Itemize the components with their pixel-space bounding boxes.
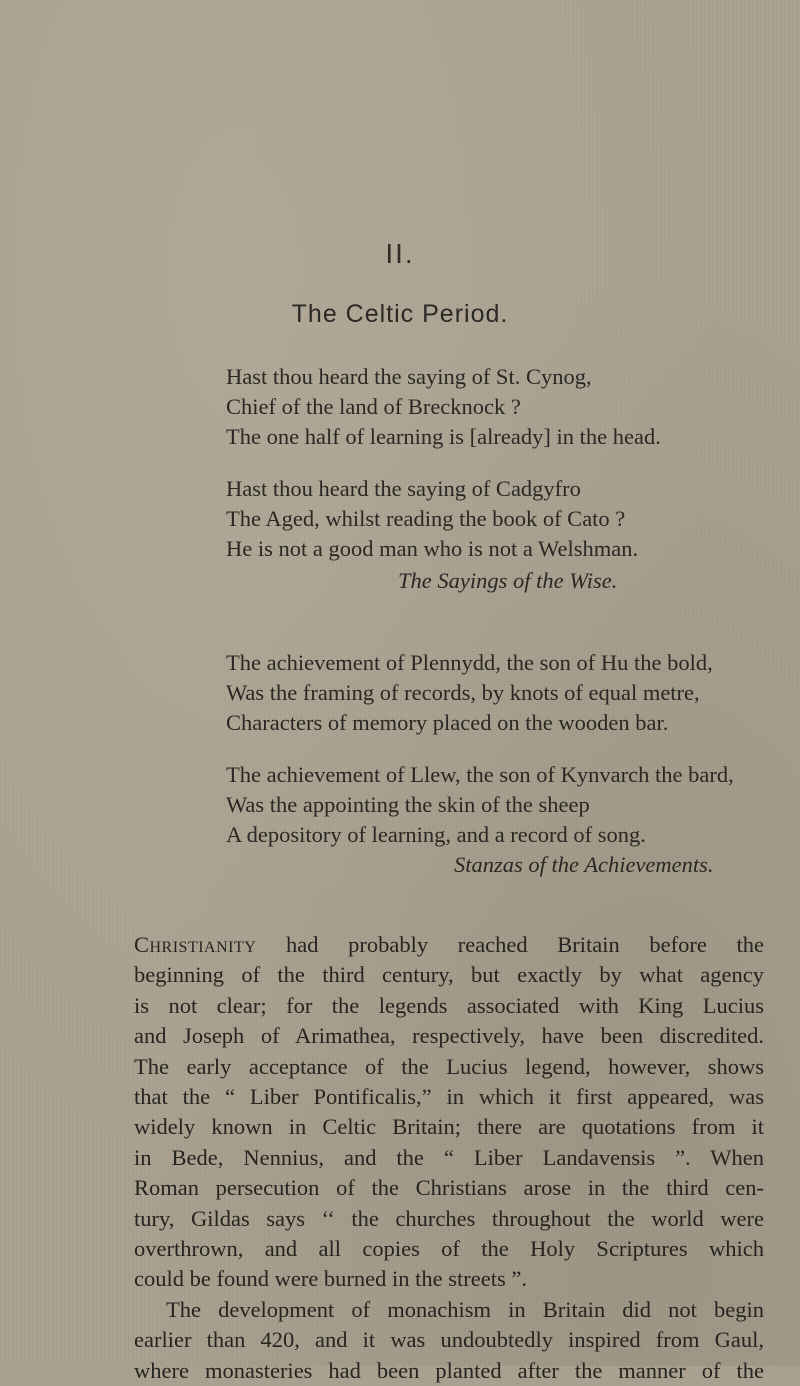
paragraph-christianity [134,930,764,1295]
stanza-line: The achievement of Llew, the son of Kynvarch the bard, [226,762,734,787]
stanza-cadgyfro [226,474,638,564]
chapter-number: II. [385,238,415,269]
paragraph-line: tury, Gildas says ‘‘ the churches throughout the world were [134,1205,764,1231]
paragraph-line: in Bede, Nennius, and the “ Liber Landavensis ”. When [134,1144,764,1170]
paragraph-monachism [134,1295,764,1386]
stanza-line: The one half of learning is [already] in the head. [226,424,661,449]
stanza-llew [226,760,734,850]
paragraph-line [134,930,764,960]
stanza-plennydd [226,648,713,738]
paragraph-line: could be found were burned in the streets ”. [134,1266,527,1292]
stanza-line: The Aged, whilst reading the book of Cato ? [226,506,626,531]
paragraph-line: and Joseph of Arimathea, respectively, have been discredited. [134,1023,764,1049]
stanza-line: Was the appointing the skin of the sheep [226,792,590,817]
lead-word: Christianity [134,932,257,957]
stanza-line: Hast thou heard the saying of St. Cynog, [226,364,592,389]
paragraph-line: where monasteries had been planted after the manner of the [134,1357,764,1383]
paragraph-line: overthrown, and all copies of the Holy Scriptures which [134,1235,764,1261]
attribution-sayings: The Sayings of the Wise. [398,568,618,593]
attribution-stanzas: Stanzas of the Achievements. [454,852,714,877]
stanza-line: Was the framing of records, by knots of equal metre, [226,680,700,705]
paragraph-line: beginning of the third century, but exactly by what agency [134,962,764,988]
paragraph-line: The development of monachism in Britain did not begin [166,1297,764,1322]
paragraph-line: Roman persecution of the Christians arose in the third cen- [134,1175,764,1201]
paragraph-line: The early acceptance of the Lucius legend, however, shows [134,1053,764,1079]
chapter-title: The Celtic Period. [291,300,509,328]
line-text: had probably reached Britain before the [256,932,764,957]
stanza-line: He is not a good man who is not a Welshman. [226,536,639,561]
stanza-cynog [226,362,661,452]
paragraph-line: earlier than 420, and it was undoubtedly inspired from Gaul, [134,1327,764,1353]
stanza-line: Characters of memory placed on the wooden bar. [226,710,669,735]
paragraph-line: widely known in Celtic Britain; there are quotations from it [134,1114,764,1140]
stanza-line: Chief of the land of Brecknock ? [226,394,521,419]
stanza-line: A depository of learning, and a record of song. [226,822,646,847]
stanza-line: The achievement of Plennydd, the son of Hu the bold, [226,650,713,675]
stanza-line: Hast thou heard the saying of Cadgyfro [226,476,581,501]
paragraph-line: is not clear; for the legends associated with King Lucius [134,992,764,1018]
paragraph-line: that the “ Liber Pontificalis,” in which it first appeared, was [134,1083,764,1109]
